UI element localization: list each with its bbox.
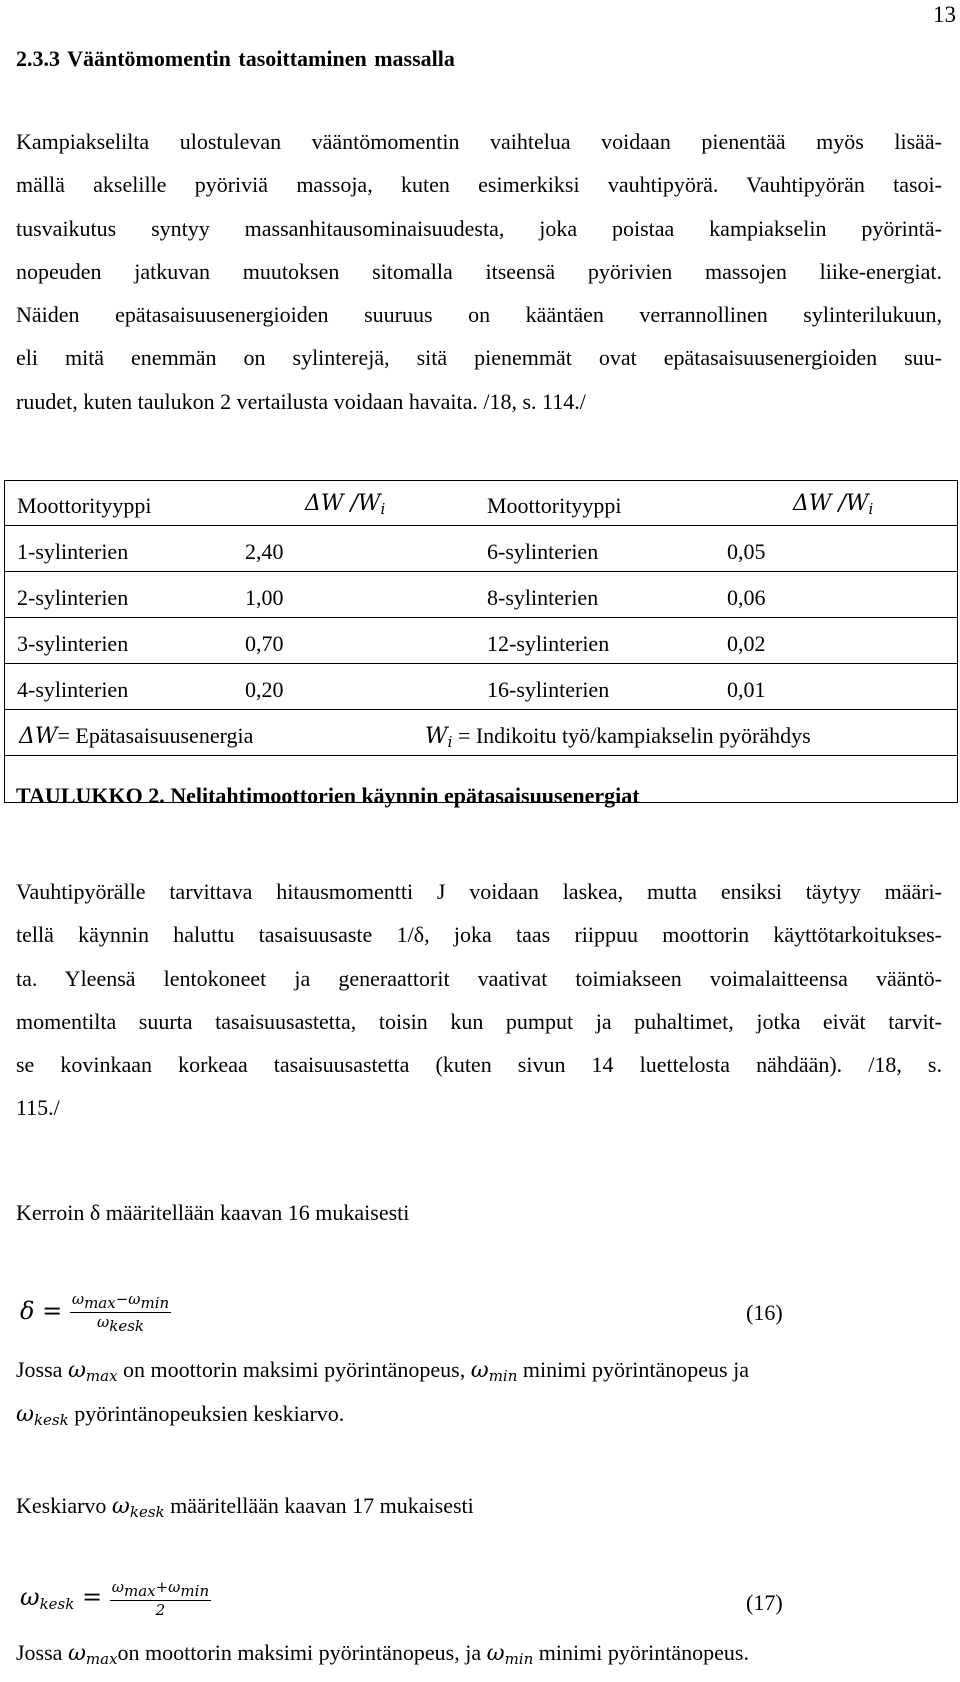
table-cell-type-a: 4-sylinterien [17,677,129,702]
formula-16-minus: −ω [115,1290,141,1308]
table-header-type-a: Moottorityyppi [17,493,152,518]
explain16-jossa: Jossa [16,1357,63,1382]
table-cell-value-a: 2,40 [245,539,284,564]
table-rule [5,525,957,526]
explain16-omega-max: ω [67,1358,86,1383]
table-cell-value-b: 0,05 [727,539,766,564]
legend-work-text: = Indikoitu työ/kampiakselin pyörähdys [452,723,811,748]
intro17-omega: ω [111,1494,130,1519]
paragraph-2-line: 115./ [16,1095,60,1121]
table-caption: TAULUKKO 2. Nelitahtimoottorien käynnin epätasaisuusenergiat [16,783,640,808]
formula-17-numerator [110,1578,211,1601]
formula-17-lhs-sub: kesk [39,1595,75,1613]
formula-17-intro [16,1493,474,1521]
table-legend-energy [19,723,253,749]
legend-work-symbol: W [425,724,448,749]
explain17-sub-min: min [504,1650,534,1668]
table-rule [5,663,957,664]
explain16-text2: minimi pyörintänopeus ja [517,1357,749,1382]
formula-17-sub-min: min [180,1582,210,1600]
formula-17-denominator: 2 [155,1601,166,1619]
explain17-text2: minimi pyörintänopeus. [533,1640,749,1665]
table-cell-type-b: 8-sylinterien [487,585,599,610]
formula-16-explanation-line2 [16,1401,344,1429]
paragraph-2-line: se kovinkaan korkeaa tasaisuusastetta (kuten sivun 14 luettelosta nähdään). /18, s. [16,1052,942,1078]
formula-17-number: (17) [746,1590,783,1615]
paragraph-2 [16,870,942,1130]
intro17-sub-kesk: kesk [129,1503,165,1521]
table-cell-value-a: 0,70 [245,631,284,656]
paragraph-2-line: Vauhtipyörälle tarvittava hitausmomentti J voidaan laskea, mutta ensiksi täytyy määri- [16,879,942,904]
formula-16-lhs: δ = [20,1297,63,1325]
explain16-sub-min: min [488,1367,518,1385]
formula-16-number: (16) [746,1300,783,1325]
paragraph-2-line: tellä käynnin haluttu tasaisuusaste 1/δ, joka taas riippuu moottorin käyttötarkoitukses- [16,922,942,948]
table-cell-value-b: 0,02 [727,631,766,656]
table-cell-type-a: 2-sylinterien [17,585,129,610]
paragraph-1-line: Näiden epätasaisuusenergioiden suuruus on kääntäen verrannollinen sylinterilukuun, [16,302,942,328]
paragraph-1-line: nopeuden jatkuvan muutoksen sitomalla itseensä pyörivien massojen liike-energiat. [16,258,942,284]
formula-16-sub-kesk: kesk [109,1317,145,1335]
formula-17-fraction [110,1578,211,1619]
explain16-omega-min: ω [470,1358,489,1383]
energy-table [4,480,958,803]
legend-energy-text: = Epätasaisuusenergia [57,723,254,748]
formula-17-equals: = [74,1583,103,1611]
formula-16-explanation-line1 [16,1357,749,1385]
header-energy-b-sub: i [868,500,874,518]
explain16-text3: pyörintänopeuksien keskiarvo. [68,1401,345,1426]
table-header-type-b: Moottorityyppi [487,493,622,518]
formula-16-omega: ω [71,1290,85,1308]
paragraph-1 [16,120,942,423]
table-cell-type-a: 3-sylinterien [17,631,129,656]
table-cell-type-a: 1-sylinterien [17,539,129,564]
formula-16-sub-min: min [140,1294,170,1312]
paragraph-1-line: tusvaikutus syntyy massanhitausominaisuudesta, joka poistaa kampiakselin pyörintä- [16,215,942,241]
paragraph-1-line: eli mitä enemmän on sylinterejä, sitä pienemmät ovat epätasaisuusenergioiden suu- [16,345,942,371]
formula-17 [20,1578,211,1619]
explain16-sub-max: max [85,1367,118,1385]
explain17-sub-max: max [85,1650,118,1668]
formula-17-omega: ω [111,1578,124,1596]
formula-16-denominator [70,1313,171,1335]
formula-16-sub-max: max [84,1294,116,1312]
formula-17-plus: +ω [155,1578,181,1596]
paragraph-1-line: mällä akselille pyöriviä massoja, kuten esimerkiksi vauhtipyörä. Vauhtipyörän tasoi- [16,172,942,198]
legend-work-sub: i [447,733,453,751]
page-number: 13 [933,2,956,27]
formula-16-intro: Kerroin δ määritellään kaavan 16 mukaisesti [16,1200,410,1225]
formula-16-fraction [70,1290,171,1335]
table-cell-value-b: 0,01 [727,677,766,702]
table-rule [5,709,957,710]
explain16-sub-kesk: kesk [33,1411,69,1429]
table-cell-value-b: 0,06 [727,585,766,610]
header-energy-a-main: ΔW /W [305,491,381,516]
table-legend-work [425,723,811,751]
intro17-text-a: Keskiarvo [16,1493,112,1518]
explain16-text1: on moottorin maksimi pyörintänopeus, [117,1357,471,1382]
intro17-text-b: määritellään kaavan 17 mukaisesti [164,1493,474,1518]
table-header-energy-b [793,491,873,518]
table-rule [5,617,957,618]
paragraph-2-line: momentilta suurta tasaisuusastetta, toisin kun pumput ja puhaltimet, jotka eivät tarvit- [16,1008,942,1034]
table-cell-type-b: 6-sylinterien [487,539,599,564]
table-rule [5,571,957,572]
paragraph-1-line: ruudet, kuten taulukon 2 vertailusta voidaan havaita. /18, s. 114./ [16,388,586,414]
paragraph-2-line: ta. Yleensä lentokoneet ja generaattorit vaativat toimiakseen voimalaitteensa vääntö- [16,965,942,991]
table-header-energy-a [305,491,385,518]
section-heading: 2.3.3 Vääntömomentin tasoittaminen massalla [16,46,455,71]
formula-16-numerator [70,1290,171,1313]
table-cell-value-a: 0,20 [245,677,284,702]
explain17-text1: on moottorin maksimi pyörintänopeus, ja [117,1640,487,1665]
formula-17-lhs-omega: ω [20,1583,40,1611]
formula-17-sub-max: max [123,1582,156,1600]
table-cell-type-b: 16-sylinterien [487,677,610,702]
table-cell-type-b: 12-sylinterien [487,631,610,656]
formula-16 [20,1290,171,1335]
explain17-jossa: Jossa [16,1640,68,1665]
table-rule [5,755,957,756]
table-cell-value-a: 1,00 [245,585,284,610]
header-energy-b-main: ΔW /W [793,491,869,516]
legend-energy-symbol: ΔW [19,724,58,749]
explain17-omega-max: ω [67,1641,86,1666]
explain17-omega-min: ω [486,1641,505,1666]
formula-16-den-omega: ω [97,1313,110,1331]
formula-17-explanation [16,1640,749,1668]
explain16-omega-kesk: ω [16,1402,34,1427]
paragraph-1-line: Kampiakselilta ulostulevan vääntömomentin vaihtelua voidaan pienentää myös lisää- [16,129,942,154]
header-energy-a-sub: i [380,500,386,518]
